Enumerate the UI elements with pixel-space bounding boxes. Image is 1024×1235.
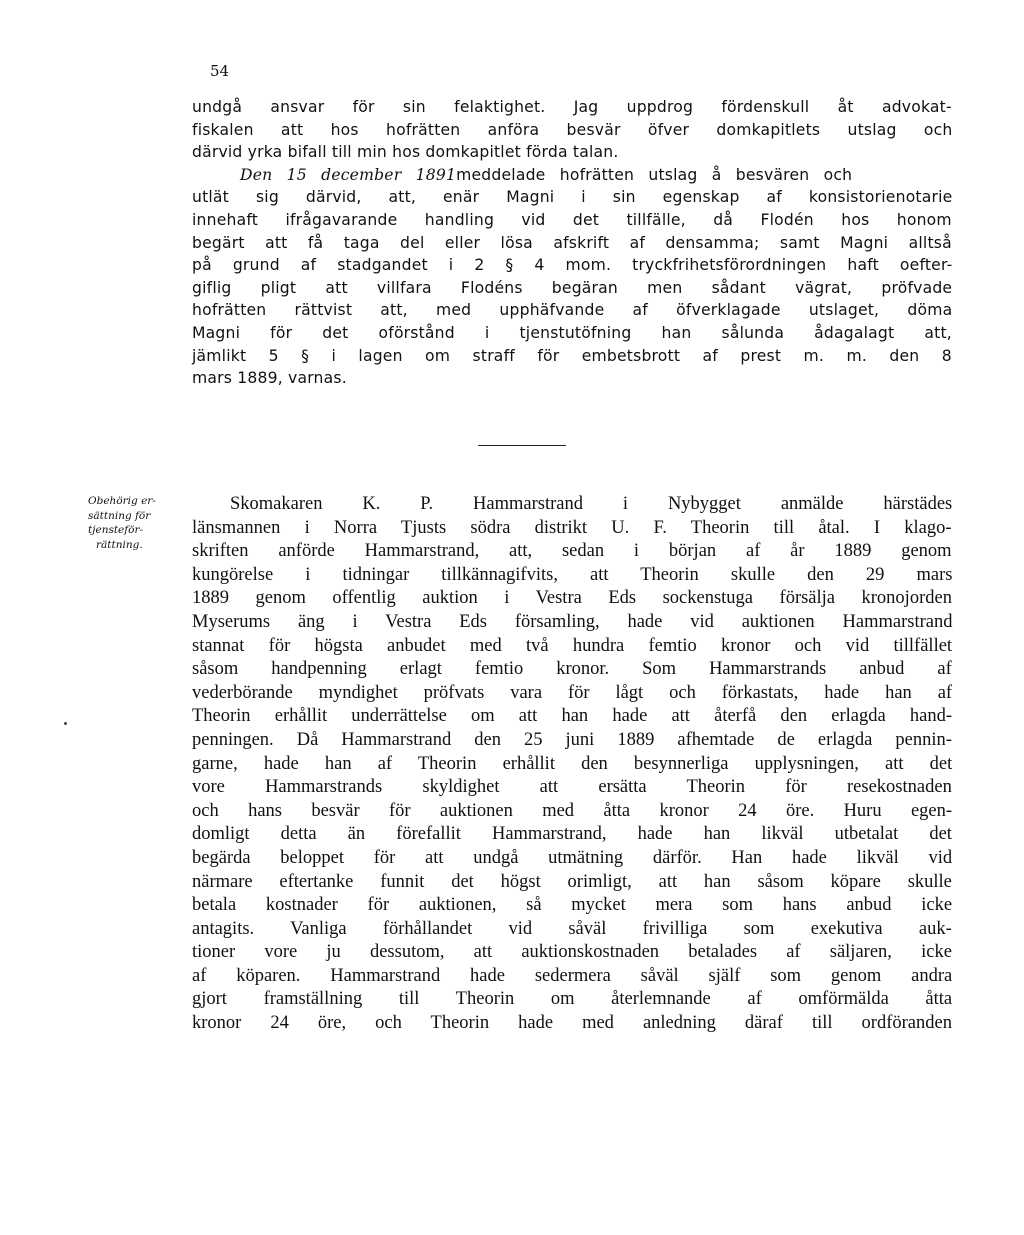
text-line: gjort framställning till Theorin om återlemnande af omförmälda åtta	[192, 989, 953, 1010]
text-line: fiskalen att hos hofrätten anföra besvär öfver domkapitlets utslag och	[192, 120, 953, 139]
margin-note-line: rättning.	[96, 538, 143, 551]
margin-note-line: tjensteför-	[88, 524, 144, 536]
text-line: begärt att få taga del eller lösa afskrift af densamma; samt Magni alltså	[192, 233, 952, 252]
text-line: vederbörande myndighet pröfvats vara för lågt och förkastats, hade han af	[192, 682, 953, 703]
text-line: kronor 24 öre, och Theorin hade med anledning däraf till ordföranden	[192, 1013, 952, 1034]
text-line: såsom handpenning erlagt femtio kronor. Som Hammarstrands anbud af	[192, 659, 952, 680]
text-line: på grund af stadgandet i 2 § 4 mom. tryckfrihetsförordningen haft oefter-	[192, 256, 953, 275]
date-italic: Den 15 december 1891	[240, 165, 457, 184]
text-line: garne, hade han af Theorin erhållit den besynnerliga upplysningen, att det	[192, 753, 953, 774]
text-line: närmare eftertanke funnit det högst orimligt, att han såsom köpare skulle	[192, 871, 952, 892]
text-line: giflig pligt att villfara Flodéns begäran men sådant vägrat, pröfvade	[192, 278, 953, 297]
section-divider	[478, 445, 566, 446]
scan-speck	[64, 722, 67, 725]
margin-note	[88, 494, 184, 552]
text-line: undgå ansvar för sin felaktighet. Jag uppdrog fördenskull åt advokat-	[192, 98, 952, 116]
margin-note-line: Obehörig er-	[88, 495, 156, 507]
text-line: af köparen. Hammarstrand hade sedermera såväl själf som genom andra	[192, 965, 953, 986]
text-line: hofrätten rättvist att, med upphäfvande af öfverklagade utslaget, döma	[192, 301, 953, 320]
text-line: utlät sig därvid, att, enär Magni i sin egenskap af konsistorienotarie	[192, 188, 953, 207]
text-line: innehaft ifrågavarande handling vid det tillfälle, då Flodén hos honom	[192, 210, 952, 229]
text-line: jämlikt 5 § i lagen om straff för embetsbrott af prest m. m. den 8	[192, 346, 952, 365]
text-line: Skomakaren K. P. Hammarstrand i Nybygget anmälde härstädes	[230, 494, 953, 514]
text-line: Magni för det oförstånd i tjenstutöfning han sålunda ådagalagt att,	[192, 323, 952, 342]
text-line: tioner vore ju dessutom, att auktionskostnaden betalades af säljaren, icke	[192, 942, 952, 963]
line-rest: meddelade hofrätten utslag å besvären och	[456, 165, 853, 184]
paragraph-2	[192, 493, 952, 1036]
text-line: antagits. Vanliga förhållandet vid såväl frivilliga som exekutiva auk-	[192, 918, 952, 939]
page-number: 54	[210, 62, 230, 80]
text-line: Theorin erhållit underrättelse om att han hade att återfå den erlagda hand-	[192, 706, 952, 727]
text-line: skriften anförde Hammarstrand, att, sedan i början af år 1889 genom	[192, 541, 952, 562]
text-line: penningen. Då Hammarstrand den 25 juni 1889 afhemtade de erlagda pennin-	[192, 729, 952, 750]
text-line: och hans besvär för auktionen med åtta kronor 24 öre. Huru egen-	[192, 800, 953, 821]
text-line: därvid yrka bifall till min hos domkapitlet förda talan.	[192, 143, 619, 162]
text-line: Myserums äng i Vestra Eds församling, hade vid auktionen Hammarstrand	[192, 611, 953, 632]
text-line: vore Hammarstrands skyldighet att ersätta Theorin för resekostnaden	[192, 777, 952, 798]
text-line: länsmannen i Norra Tjusts södra distrikt U. F. Theorin till åtal. I klago-	[192, 517, 952, 538]
paragraph-1	[192, 96, 952, 390]
text-line: kungörelse i tidningar tillkännagifvits, att Theorin skulle den 29 mars	[192, 564, 953, 585]
text-line: 1889 genom offentlig auktion i Vestra Eds sockenstuga försälja kronojorden	[192, 588, 952, 609]
margin-note-line: sättning för	[88, 509, 151, 522]
text-line: betala kostnader för auktionen, så mycket mera som hans anbud icke	[192, 895, 953, 916]
text-line: mars 1889, varnas.	[192, 369, 347, 388]
text-line: stannat för högsta anbudet med två hundra femtio kronor och vid tillfället	[192, 635, 953, 656]
text-line	[192, 164, 952, 187]
text-line: begärda beloppet för att undgå utmätning därför. Han hade likväl vid	[192, 847, 953, 868]
text-line: domligt detta än förefallit Hammarstrand, hade han likväl utbetalat det	[192, 824, 952, 845]
